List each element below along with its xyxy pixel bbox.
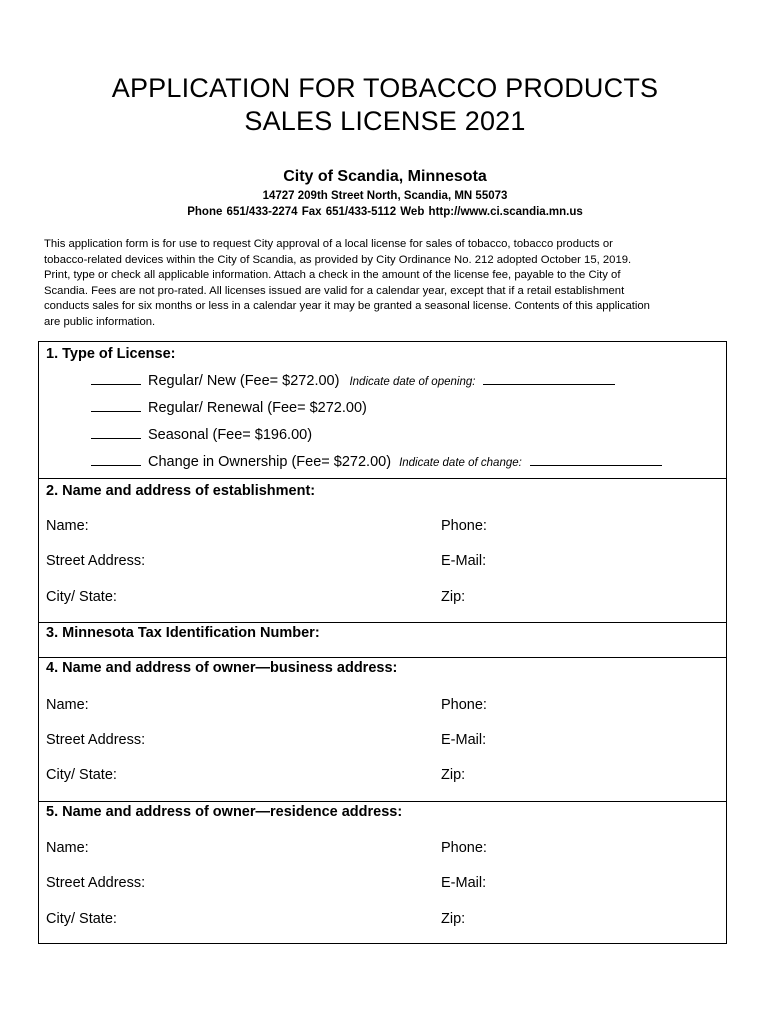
- owner-residence-name-label: Name:: [46, 840, 89, 856]
- establishment-phone-label: Phone:: [441, 518, 487, 534]
- license-option-seasonal[interactable]: [91, 427, 312, 443]
- intro-line: Scandia. Fees are not pro-rated. All licenses issued are valid for a calendar year, except that if a retail establishment: [44, 284, 625, 297]
- date-of-change-field[interactable]: [530, 455, 662, 466]
- owner-business-email-label: E-Mail:: [441, 732, 487, 748]
- divider: [39, 478, 726, 479]
- owner-residence-city-label: City/ State:: [46, 911, 117, 927]
- section-3-heading: 3. Minnesota Tax Identification Number:: [46, 625, 320, 641]
- intro-line: are public information.: [44, 315, 156, 328]
- document-title: [0, 72, 770, 138]
- intro-line: This application form is for use to request City approval of a local license for sales of tobacco, tobacco products or: [44, 238, 613, 250]
- section-2-heading: 2. Name and address of establishment:: [46, 483, 316, 499]
- title-line-1: APPLICATION FOR TOBACCO PRODUCTS: [111, 73, 659, 103]
- establishment-city-label: City/ State:: [46, 589, 117, 605]
- checkbox-blank[interactable]: [91, 400, 141, 412]
- license-option-change-ownership[interactable]: [91, 454, 662, 470]
- owner-business-street-label: Street Address:: [46, 732, 146, 748]
- establishment-email-label: E-Mail:: [441, 553, 487, 569]
- establishment-street-label: Street Address:: [46, 553, 146, 569]
- divider: [39, 657, 726, 658]
- city-name: City of Scandia, Minnesota: [283, 168, 487, 185]
- establishment-name-label: Name:: [46, 518, 89, 534]
- license-option-regular-new[interactable]: [91, 373, 615, 389]
- intro-paragraph: [44, 237, 729, 331]
- establishment-zip-label: Zip:: [441, 589, 466, 605]
- license-option-regular-renewal[interactable]: [91, 400, 367, 416]
- city-contact: Phone 651/433-2274 Fax 651/433-5112 Web http://www.ci.scandia.mn.us: [187, 206, 583, 218]
- divider: [39, 801, 726, 802]
- city-address: 14727 209th Street North, Scandia, MN 55073: [262, 190, 508, 202]
- option-label: Regular/ Renewal (Fee= $272.00): [148, 400, 367, 416]
- owner-residence-zip-label: Zip:: [441, 911, 466, 927]
- checkbox-blank[interactable]: [91, 454, 141, 466]
- option-note: Indicate date of change:: [399, 457, 522, 469]
- checkbox-blank[interactable]: [91, 427, 141, 439]
- intro-line: conducts sales for six months or less in a calendar year it may be granted a seasonal license. Contents of this application: [44, 300, 650, 313]
- owner-residence-street-label: Street Address:: [46, 875, 146, 891]
- intro-line: tobacco-related devices within the City of Scandia, as provided by City Ordinance No. 212 adopted October 15, 2019.: [44, 253, 632, 266]
- owner-residence-email-label: E-Mail:: [441, 875, 487, 891]
- divider: [39, 622, 726, 623]
- owner-business-zip-label: Zip:: [441, 767, 466, 783]
- option-label: Regular/ New (Fee= $272.00): [148, 373, 340, 389]
- intro-line: Print, type or check all applicable information. Attach a check in the amount of the license fee, payable to the City of: [44, 269, 621, 282]
- option-label: Seasonal (Fee= $196.00): [148, 427, 313, 443]
- option-note: Indicate date of opening:: [349, 376, 476, 388]
- section-1-heading: 1. Type of License:: [46, 346, 176, 362]
- title-line-2: SALES LICENSE 2021: [244, 106, 526, 136]
- application-form: [38, 341, 727, 944]
- owner-business-name-label: Name:: [46, 697, 89, 713]
- owner-business-phone-label: Phone:: [441, 697, 487, 713]
- section-4-heading: 4. Name and address of owner—business address:: [46, 660, 398, 676]
- date-of-opening-field[interactable]: [483, 374, 615, 385]
- option-label: Change in Ownership (Fee= $272.00): [148, 454, 392, 470]
- owner-business-city-label: City/ State:: [46, 767, 117, 783]
- checkbox-blank[interactable]: [91, 373, 141, 385]
- owner-residence-phone-label: Phone:: [441, 840, 487, 856]
- section-5-heading: 5. Name and address of owner—residence address:: [46, 804, 403, 820]
